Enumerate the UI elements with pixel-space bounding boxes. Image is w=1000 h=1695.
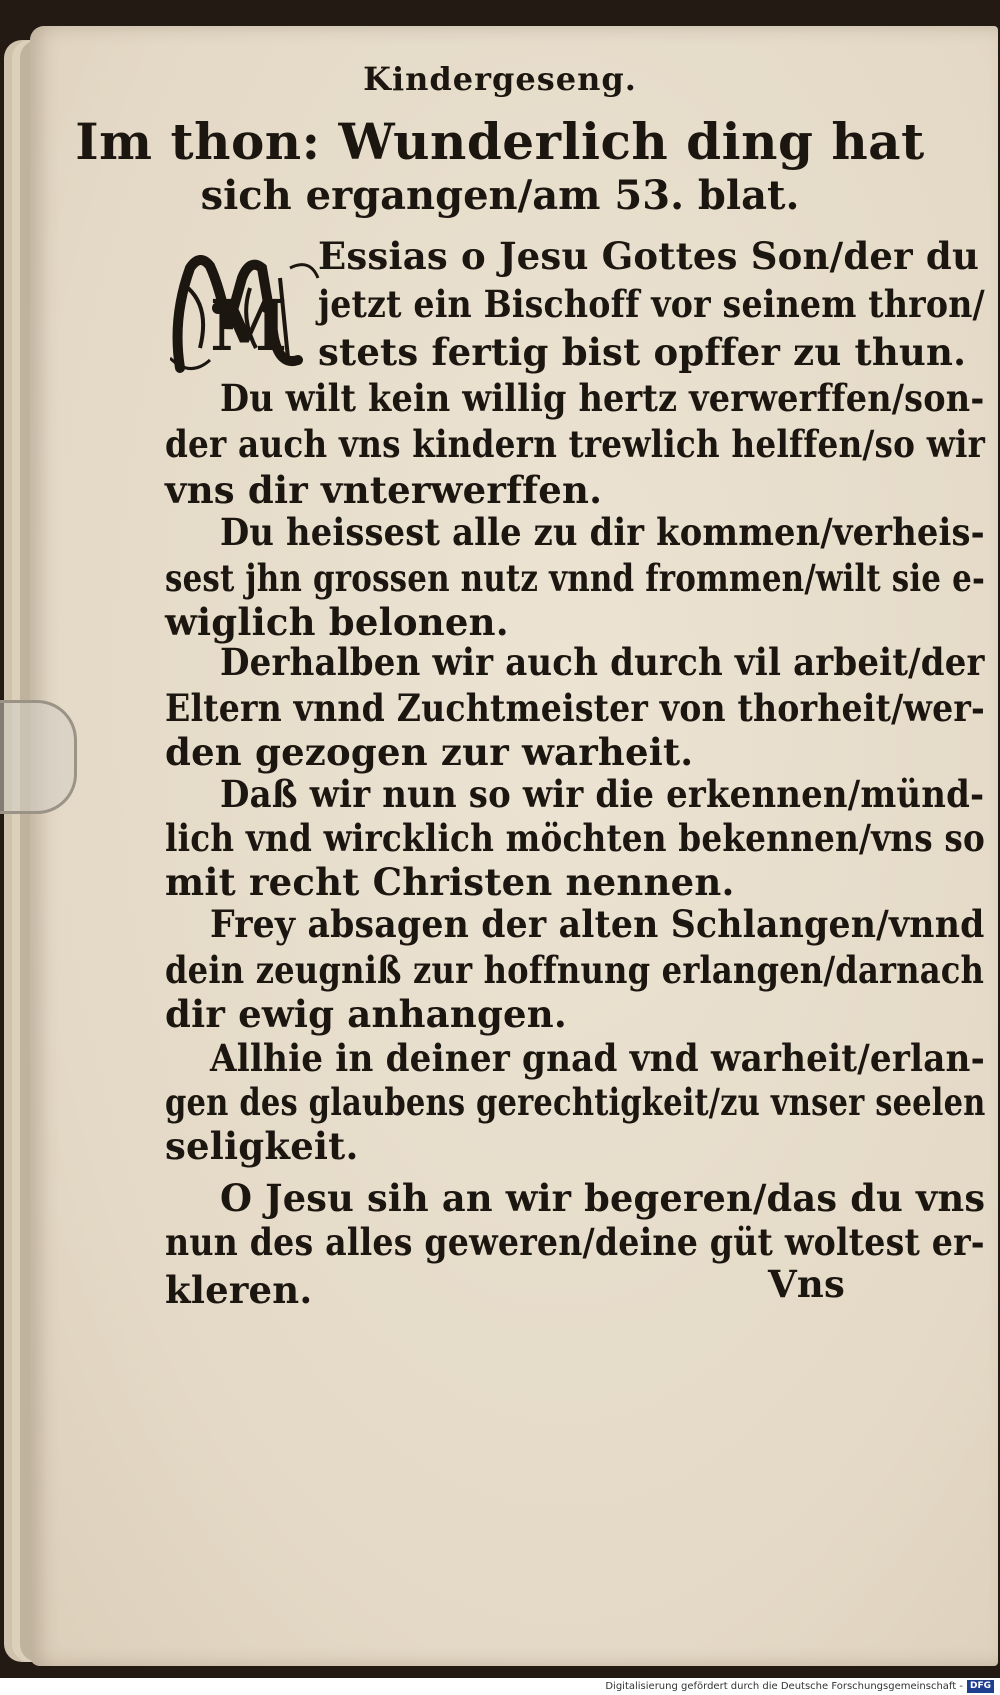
dfg-logo: DFG xyxy=(967,1680,994,1693)
text-line: Du wilt kein willig hertz verwerffen/son- xyxy=(220,376,985,420)
text-line: nun des alles geweren/deine güt woltest er- xyxy=(165,1220,985,1264)
text-line: gen des glaubens gerechtigkeit/zu vnser seelen xyxy=(165,1080,986,1124)
text-line: kleren. xyxy=(165,1268,313,1312)
hymn-title-line-2: sich ergangen/am 53. blat. xyxy=(200,172,800,219)
text-line: den gezogen zur warheit. xyxy=(165,730,694,774)
text-line: sest jhn grossen nutz vnnd frommen/wilt sie e- xyxy=(165,556,985,600)
decorated-initial xyxy=(170,248,320,378)
text-line: stets fertig bist opffer zu thun. xyxy=(318,330,967,374)
text-line: lich vnd wircklich möchten bekennen/vns so xyxy=(165,816,986,860)
text-line: wiglich belonen. xyxy=(165,600,509,644)
text-line: Daß wir nun so wir die erkennen/münd- xyxy=(220,772,985,816)
text-line: dir ewig anhangen. xyxy=(165,992,567,1036)
text-line: Essias o Jesu Gottes Son/der du xyxy=(318,234,980,278)
book-clasp xyxy=(0,700,77,814)
text-line: Du heissest alle zu dir kommen/verheis- xyxy=(220,510,985,554)
text-line: jetzt ein Bischoff vor seinem thron/ xyxy=(318,282,985,326)
initial-letter: M xyxy=(210,284,288,367)
text-line: Derhalben wir auch durch vil arbeit/der xyxy=(220,640,985,684)
text-line: Allhie in deiner gnad vnd warheit/erlan- xyxy=(210,1036,985,1080)
text-line: O Jesu sih an wir begeren/das du vns xyxy=(220,1176,986,1220)
credit-text: Digitalisierung gefördert durch die Deutsche Forschungsgemeinschaft - xyxy=(605,1680,963,1692)
text-line: der auch vns kindern trewlich helffen/so wir xyxy=(165,422,986,466)
text-line: Frey absagen der alten Schlangen/vnnd xyxy=(210,902,985,946)
text-line: Eltern vnnd Zuchtmeister von thorheit/wer- xyxy=(165,686,985,730)
text-line: vns dir vnterwerffen. xyxy=(165,468,603,512)
text-line: mit recht Christen nennen. xyxy=(165,860,735,904)
digitization-credit xyxy=(605,1679,994,1693)
catchword: Vns xyxy=(768,1262,846,1306)
text-line: seligkeit. xyxy=(165,1124,359,1168)
hymn-title-line-1: Im thon: Wunderlich ding hat xyxy=(75,112,925,171)
running-head: Kindergeseng. xyxy=(363,60,637,98)
text-line: dein zeugniß zur hoffnung erlangen/darnach xyxy=(165,948,985,992)
